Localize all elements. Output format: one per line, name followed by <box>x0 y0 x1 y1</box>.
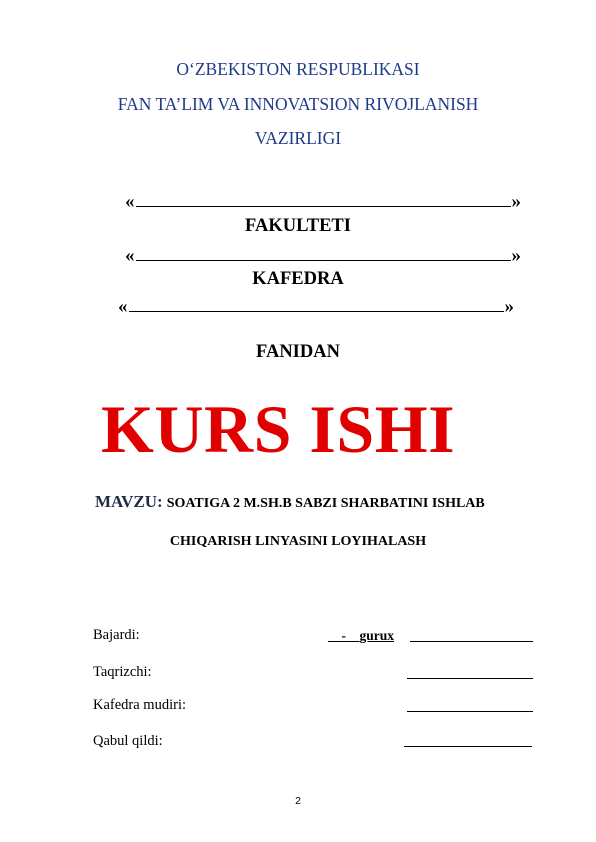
reviewer-label: Taqrizchi: <box>93 664 152 680</box>
close-quote: » <box>511 245 521 266</box>
topic-line-2 <box>0 533 596 549</box>
ministry-line-1: O‘ZBEKISTON RESPUBLIKASI <box>176 59 420 79</box>
topic-text-2: CHIQARISH LINYASINI LOYIHALASH <box>169 534 427 549</box>
faculty-label: FAKULTETI <box>245 216 351 236</box>
open-quote: « <box>118 296 128 317</box>
document-title: KURS ISHI <box>101 391 456 467</box>
department-blank-line <box>125 246 521 265</box>
accepted-by-label: Qabul qildi: <box>93 733 163 749</box>
group-field <box>328 629 394 643</box>
page-number: 2 <box>295 795 301 807</box>
group-word: gurux <box>359 628 395 643</box>
subject-blank-line <box>118 297 514 316</box>
department-label: KAFEDRA <box>252 269 344 289</box>
faculty-blank-line <box>125 192 521 211</box>
close-quote: » <box>511 191 521 212</box>
subject-fill-line <box>129 297 504 312</box>
group-blank: __-__ <box>328 628 360 643</box>
faculty-fill-line <box>136 192 511 207</box>
open-quote: « <box>125 191 135 212</box>
performed-by-label: Bajardi: <box>93 627 140 643</box>
reviewer-signature-line <box>407 666 533 679</box>
department-fill-line <box>136 246 511 261</box>
ministry-line-2: FAN TA’LIM VA INNOVATSION RIVOJLANISH <box>117 94 479 114</box>
subject-label: FANIDAN <box>256 342 340 362</box>
open-quote: « <box>125 245 135 266</box>
ministry-line-3: VAZIRLIGI <box>254 128 342 148</box>
topic-label: MAVZU: <box>95 492 163 511</box>
head-of-department-label: Kafedra mudiri: <box>93 697 187 713</box>
accepted-by-signature-line <box>404 734 532 747</box>
topic-line-1 <box>95 493 485 511</box>
head-signature-line <box>407 699 533 712</box>
topic-text-1: SOATIGA 2 M.SH.B SABZI SHARBATINI ISHLAB <box>166 496 485 511</box>
close-quote: » <box>504 296 514 317</box>
performed-by-signature-line <box>410 629 533 642</box>
